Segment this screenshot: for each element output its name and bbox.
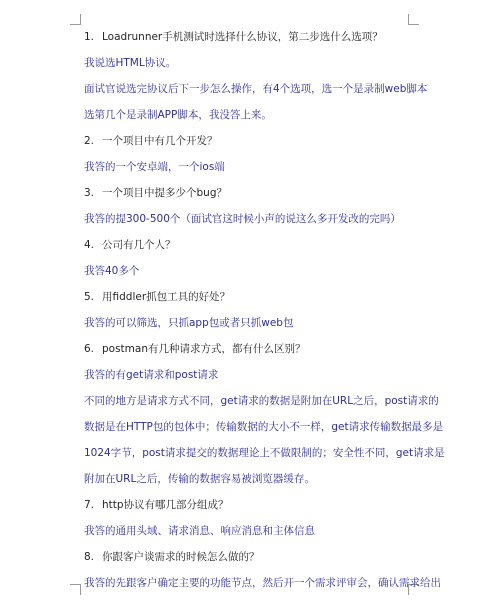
answer-6-line-4: 1024字节，post请求提交的数据理论上不做限制的；安全性不同，get请求是: [84, 447, 445, 459]
question-text: 一个项目中有几个开发？: [102, 135, 218, 147]
qa-content: [84, 29, 445, 591]
question-number: 4.: [84, 239, 95, 251]
question-6: [84, 341, 424, 357]
answer-2-line-1: 我答的一个安卓端，一个ios端: [84, 161, 225, 173]
question-7: [84, 497, 424, 513]
question-text: 公司有几个人？: [102, 239, 176, 251]
crop-mark-bottom-left: [70, 584, 81, 595]
question-2: [84, 133, 424, 149]
answer-4-line-1: 我答40多个: [84, 265, 140, 277]
question-3: [84, 185, 424, 201]
answer-6-line-5: 附加在URL之后，传输的数据容易被浏览器缓存。: [84, 473, 315, 485]
answer-3-line-1: 我答的提300-500个（面试官这时候小声的说这么多开发改的完吗）: [84, 213, 401, 225]
answer-1-line-1: 我说选HTML协议。: [84, 57, 177, 69]
crop-mark-top-left: [70, 14, 81, 25]
answer-6-line-2: 不同的地方是请求方式不同，get请求的数据是附加在URL之后，post请求的: [84, 395, 439, 407]
question-8: [84, 549, 424, 565]
question-text: 用fiddler抓包工具的好处？: [102, 291, 231, 303]
answer-8-line-1: 我答的先跟客户确定主要的功能节点，然后开一个需求评审会，确认需求给出: [84, 577, 441, 589]
question-number: 3.: [84, 187, 95, 199]
answer-1-line-3: 选第几个是录制APP脚本，我没答上来。: [84, 109, 272, 121]
answer-6-line-3: 数据是在HTTP包的包体中；传输数据的大小不一样，get请求传输数据最多是: [84, 421, 444, 433]
question-number: 1.: [84, 31, 95, 43]
question-4: [84, 237, 424, 253]
crop-mark-top-right: [408, 14, 419, 25]
answer-5-line-1: 我答的可以筛选，只抓app包或者只抓web包: [84, 317, 294, 329]
question-text: Loadrunner手机测试时选择什么协议，第二步选什么选项？: [102, 31, 383, 43]
question-number: 8.: [84, 551, 95, 563]
question-5: [84, 289, 424, 305]
question-number: 2.: [84, 135, 95, 147]
question-number: 6.: [84, 343, 95, 355]
question-text: postman有几种请求方式，都有什么区别？: [102, 343, 306, 355]
question-number: 5.: [84, 291, 95, 303]
question-number: 7.: [84, 499, 95, 511]
answer-1-line-2: 面试官说选完协议后下一步怎么操作，有4个选项，选一个是录制web脚本: [84, 83, 428, 95]
answer-6-line-1: 我答的有get请求和post请求: [84, 369, 219, 381]
question-text: 一个项目中提多少个bug？: [102, 187, 227, 199]
answer-7-line-1: 我答的通用头域、请求消息、响应消息和主体信息: [84, 525, 315, 537]
question-text: 你跟客户谈需求的时候怎么做的？: [102, 551, 260, 563]
question-text: http协议有哪几部分组成？: [102, 499, 229, 511]
question-1: [84, 29, 424, 45]
